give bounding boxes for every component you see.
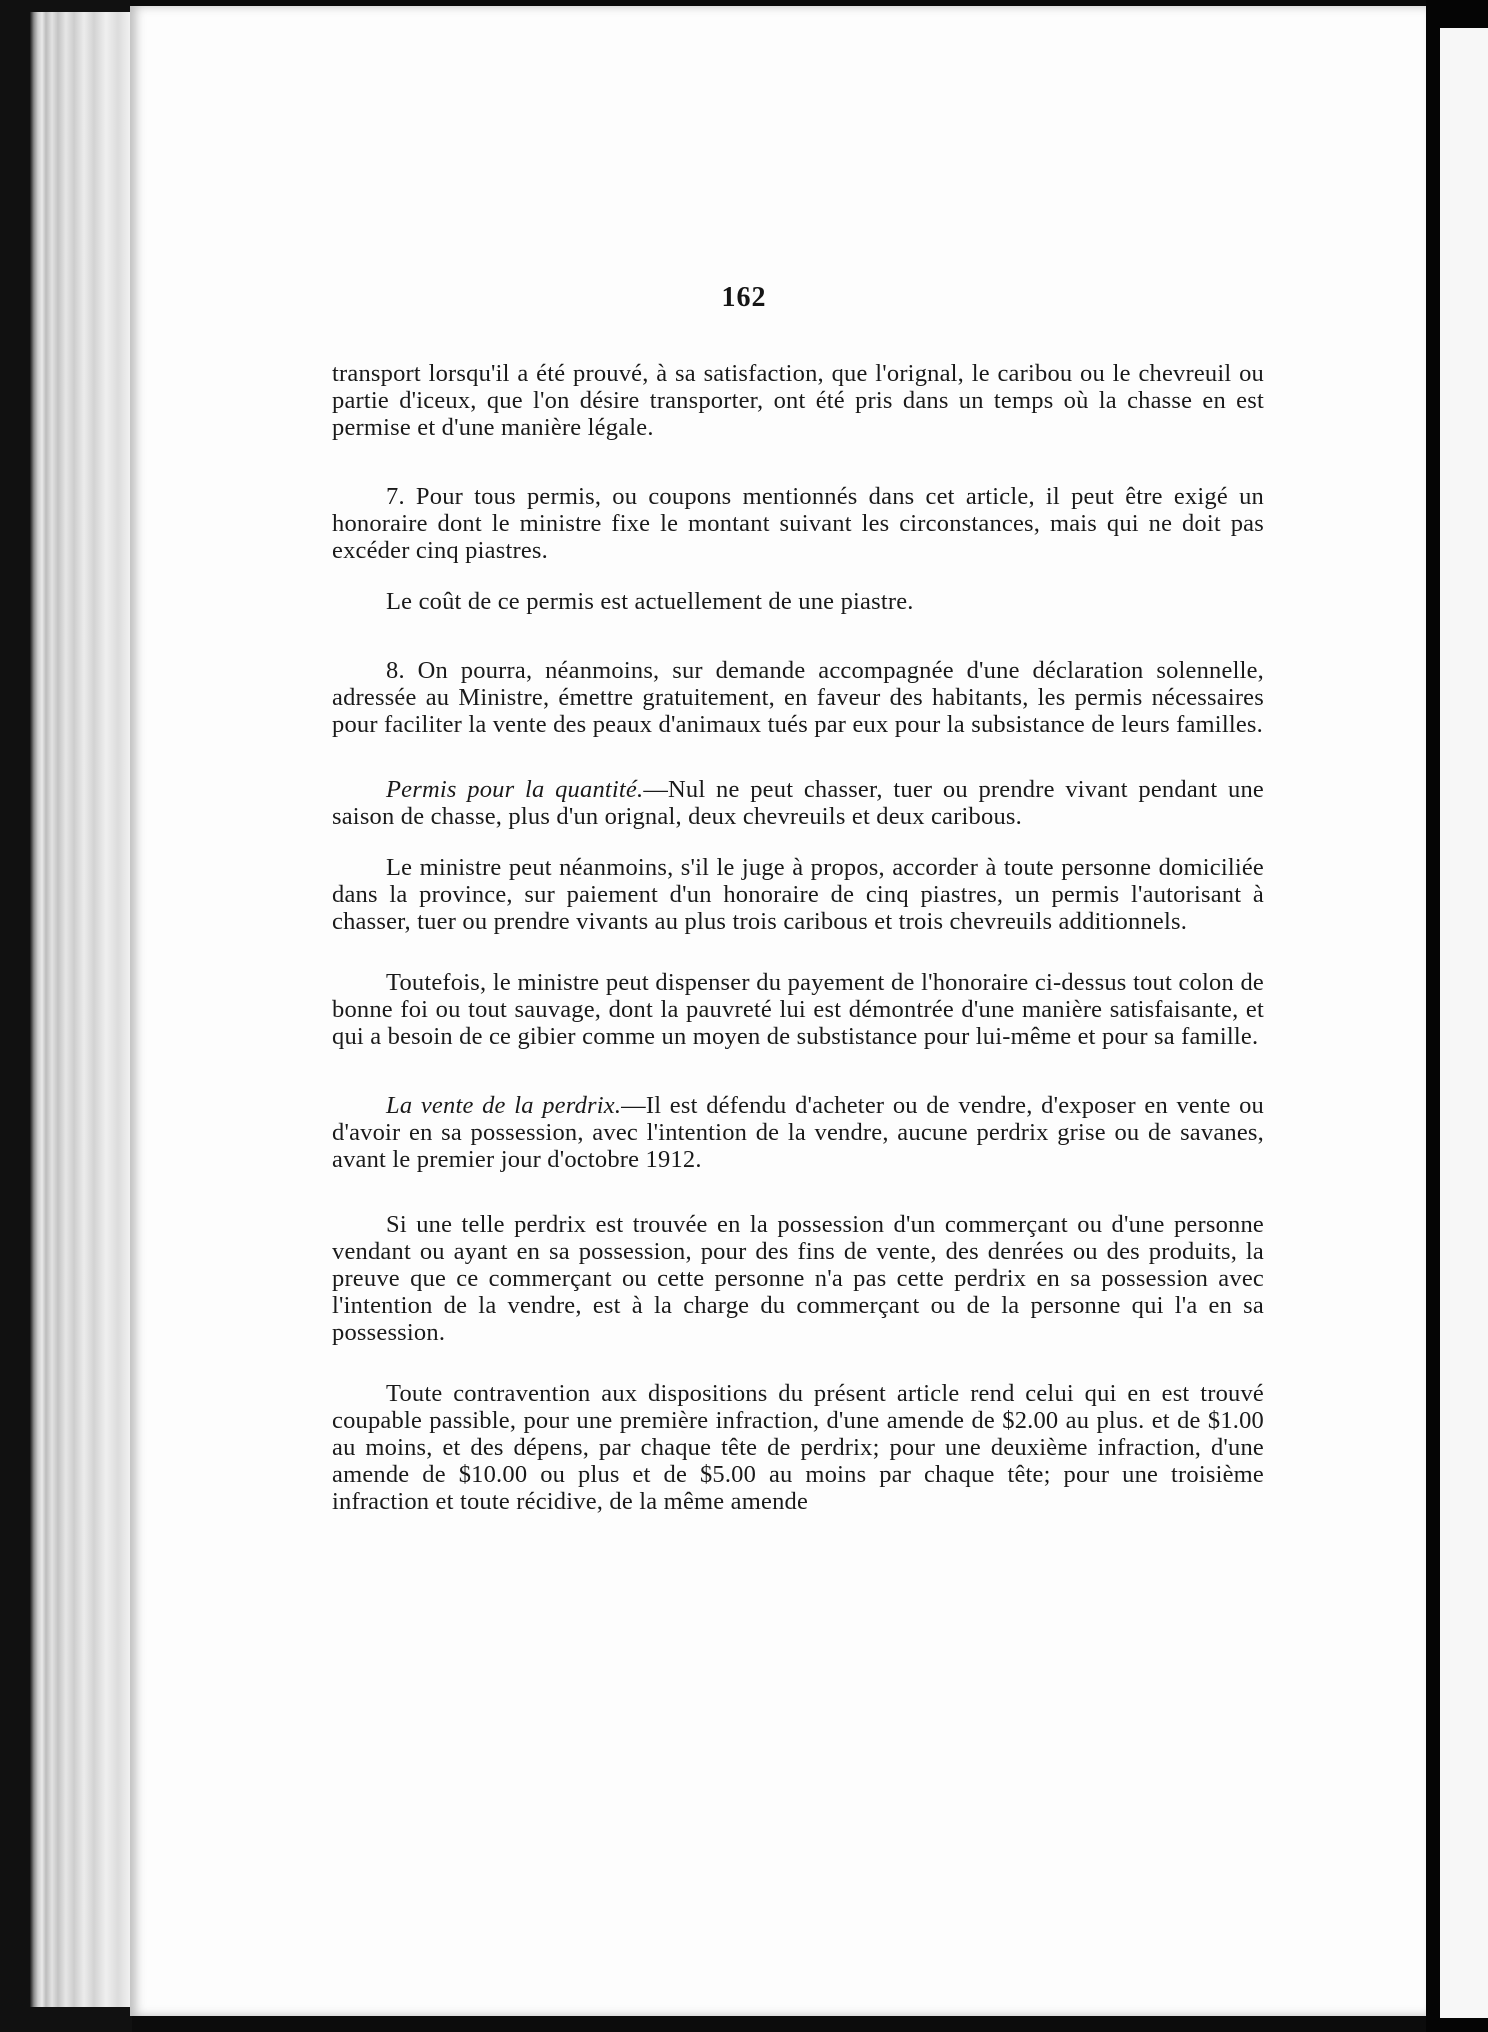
section-heading-permis-quantite: Permis pour la quantité. [386, 776, 644, 803]
page-number: 162 [721, 282, 767, 313]
paragraph-permit-cost: Le coût de ce permis est actuellement de une piastre. [386, 588, 914, 615]
paragraph-vente-perdrix [332, 1092, 1264, 1173]
paragraph-perdrix-trouvee: Si une telle perdrix est trouvée en la possession d'un commerçant ou d'une personne vendant ou ayant en sa possession, pour des fins de vente, des denrées ou des produits, la preuve que ce commerçant ou cette personne n'a pas cette perdrix en sa possession avec l'intention de la vendre, est à la charge du commerçant ou de la personne qui l'a en sa possession. [332, 1211, 1264, 1346]
page-header [0, 282, 1488, 318]
paragraph-contravention: Toute contravention aux dispositions du présent article rend celui qui en est trouvé coupable passible, pour une première infraction, d'une amende de $2.00 au plus. et de $1.00 au moins, et des dépens, par chaque tête de perdrix; pour une deuxième infraction, d'une amende de $10.00 ou plus et de $5.00 au moins par chaque tête; pour une troisième infraction et toute récidive, de la même amende [332, 1380, 1264, 1515]
paragraph-toutefois: Toutefois, le ministre peut dispenser du payement de l'honoraire ci-dessus tout colon de bonne foi ou tout sauvage, dont la pauvreté lui est démontrée d'une manière satisfaisante, et qui a besoin de ce gibier comme un moyen de substistance pour lui-même et pour sa famille. [332, 969, 1264, 1050]
section-text-vente-perdrix: —Il est défendu d'acheter ou de vendre, d'exposer en vente ou d'avoir en sa possession, avec l'intention de la vendre, aucune perdrix grise ou de savanes, avant le premier jour d'octobre 1912. [332, 1092, 1264, 1173]
section-text-permis-quantite: —Nul ne peut chasser, tuer ou prendre vivant pendant une saison de chasse, plus d'un orignal, deux chevreuils et deux caribous. [332, 776, 1264, 830]
paragraph-article-7: 7. Pour tous permis, ou coupons mentionnés dans cet article, il peut être exigé un honoraire dont le ministre fixe le montant suivant les circonstances, mais qui ne doit pas excéder cinq piastres. [332, 483, 1264, 564]
paragraph-transport: transport lorsqu'il a été prouvé, à sa satisfaction, que l'orignal, le caribou ou le chevreuil ou partie d'iceux, que l'on désire transporter, ont été pris dans un temps où la chasse en est permise et d'une manière légale. [332, 360, 1264, 441]
paragraph-article-8: 8. On pourra, néanmoins, sur demande accompagnée d'une déclaration solennelle, adressée au Ministre, émettre gratuitement, en faveur des habitants, les permis nécessaires pour faciliter la vente des peaux d'animaux tués par eux pour la subsistance de leurs familles. [332, 657, 1264, 738]
paragraph-ministre-permis: Le ministre peut néanmoins, s'il le juge à propos, accorder à toute personne domiciliée dans la province, sur paiement d'un honoraire de cinq piastres, un permis l'autorisant à chasser, tuer ou prendre vivants au plus trois caribous et trois chevreuils additionnels. [332, 854, 1264, 935]
facing-page-edge [1440, 28, 1488, 2018]
paragraph-permis-quantite [332, 776, 1264, 830]
section-heading-vente-perdrix: La vente de la perdrix. [386, 1092, 622, 1119]
page-body [332, 360, 1264, 1515]
